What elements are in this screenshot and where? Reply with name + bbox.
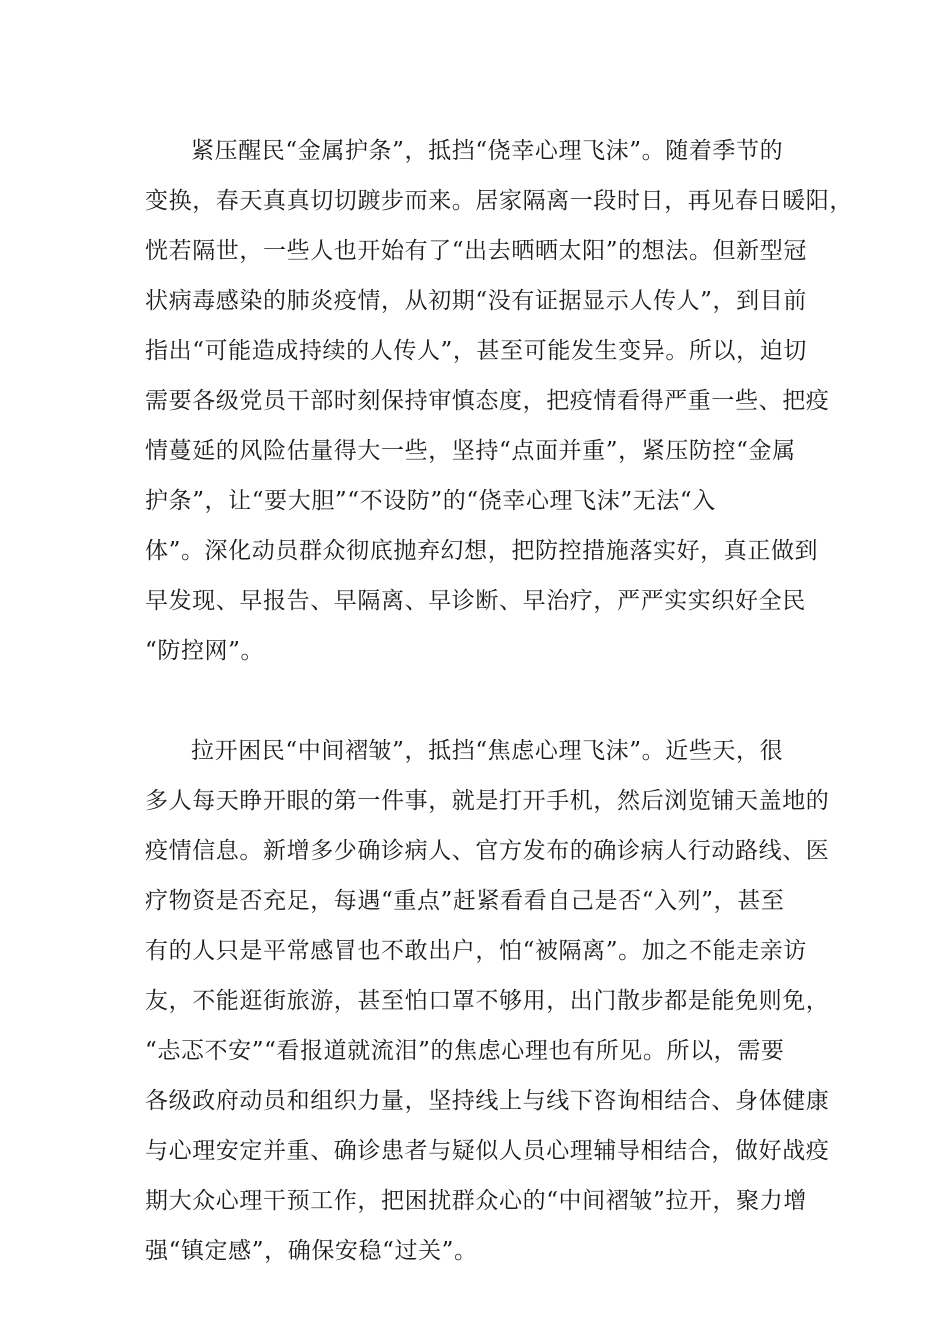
paragraph-2-line-10: 期大众心理干预工作，把困扰群众心的“中间褶皱”拉开，聚力增 — [145, 1188, 807, 1214]
paragraph-2-line-1: 拉开困民“中间褶皱”，抵挡“焦虑心理飞沫”。近些天，很 — [191, 738, 784, 764]
paragraph-1-line-3: 恍若隔世，一些人也开始有了“出去晒晒太阳”的想法。但新型冠 — [145, 238, 807, 264]
paragraph-2-line-7: “忐忑不安”“看报道就流泪”的焦虑心理也有所见。所以，需要 — [145, 1038, 785, 1064]
paragraph-1-line-4: 状病毒感染的肺炎疫情，从初期“没有证据显示人传人”，到目前 — [145, 288, 807, 314]
paragraph-2-line-9: 与心理安定并重、确诊患者与疑似人员心理辅导相结合，做好战疫 — [145, 1138, 830, 1164]
paragraph-1-line-11: “防控网”。 — [145, 638, 265, 664]
paragraph-2-line-5: 有的人只是平常感冒也不敢出户，怕“被隔离”。加之不能走亲访 — [145, 938, 807, 964]
paragraph-2-line-3: 疫情信息。新增多少确诊病人、官方发布的确诊病人行动路线、医 — [145, 838, 830, 864]
paragraph-1-line-7: 情蔓延的风险估量得大一些，坚持“点面并重”，紧压防控“金属 — [145, 438, 796, 464]
paragraph-1-line-5: 指出“可能造成持续的人传人”，甚至可能发生变异。所以，迫切 — [145, 338, 807, 364]
paragraph-2-line-2: 多人每天睁开眼的第一件事，就是打开手机，然后浏览铺天盖地的 — [145, 788, 830, 814]
paragraph-2-line-6: 友，不能逛街旅游，甚至怕口罩不够用，出门散步都是能免则免， — [145, 988, 830, 1014]
paragraph-1-line-10: 早发现、早报告、早隔离、早诊断、早治疗，严严实实织好全民 — [145, 588, 806, 614]
paragraph-1-line-1: 紧压醒民“金属护条”，抵挡“侥幸心理飞沫”。随着季节的 — [191, 138, 784, 164]
paragraph-1-line-8: 护条”，让“要大胆”“不设防”的“侥幸心理飞沫”无法“入 — [145, 488, 716, 514]
paragraph-2-line-4: 疗物资是否充足，每遇“重点”赶紧看看自己是否“入列”，甚至 — [145, 888, 785, 914]
paragraph-1-line-6: 需要各级党员干部时刻保持审慎态度，把疫情看得严重一些、把疫 — [145, 388, 830, 414]
paragraph-2-line-11: 强“镇定感”，确保安稳“过关”。 — [145, 1238, 478, 1264]
paragraph-1-line-2: 变换，春天真真切切踱步而来。居家隔离一段时日，再见春日暖阳， — [145, 188, 853, 214]
paragraph-2-line-8: 各级政府动员和组织力量，坚持线上与线下咨询相结合、身体健康 — [145, 1088, 830, 1114]
paragraph-1-line-9: 体”。深化动员群众彻底抛弃幻想，把防控措施落实好，真正做到 — [145, 538, 819, 564]
